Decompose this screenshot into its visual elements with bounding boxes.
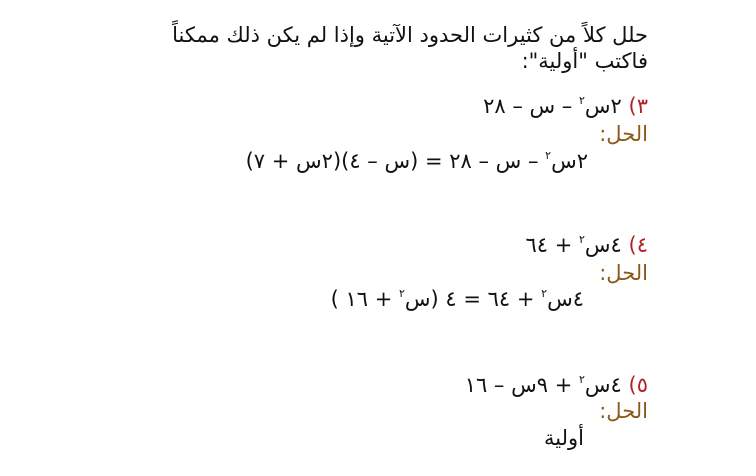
problem-4-expression [525, 232, 648, 258]
problem-3-solution-label: الحل: [599, 122, 648, 146]
problem-5-solution-label: الحل: [599, 399, 648, 423]
problem-4-number: ٤) [628, 233, 648, 257]
problem-5-solution: أولية [544, 426, 584, 450]
instructions-line-1: حلل كلاً من كثيرات الحدود الآتية وإذا لم يكن ذلك ممكناً [172, 23, 648, 47]
problem-5-number: ٥) [628, 373, 648, 397]
problem-4-term: ٤س$^٢$ + ٦٤ [525, 233, 622, 257]
problem-3-term: ٢س$^٢$ – س – ٢٨ [483, 94, 622, 118]
problem-3-solution: ٢س$^٢$ – س – ٢٨ = (س – ٤)(٢س + ٧) [245, 149, 588, 173]
instructions-line-2: فاكتب "أولية": [521, 49, 648, 73]
problem-5-term: ٤س$^٢$ + ٩س – ١٦ [464, 373, 622, 397]
problem-4-solution-label: الحل: [599, 261, 648, 285]
problem-5-expression [465, 372, 648, 398]
problem-3-number: ٣) [628, 94, 648, 118]
problem-3-expression [483, 93, 648, 119]
problem-4-solution: ٤س$^٢$ + ٦٤ = ٤ (س$^٢$ + ١٦ ) [330, 287, 584, 311]
